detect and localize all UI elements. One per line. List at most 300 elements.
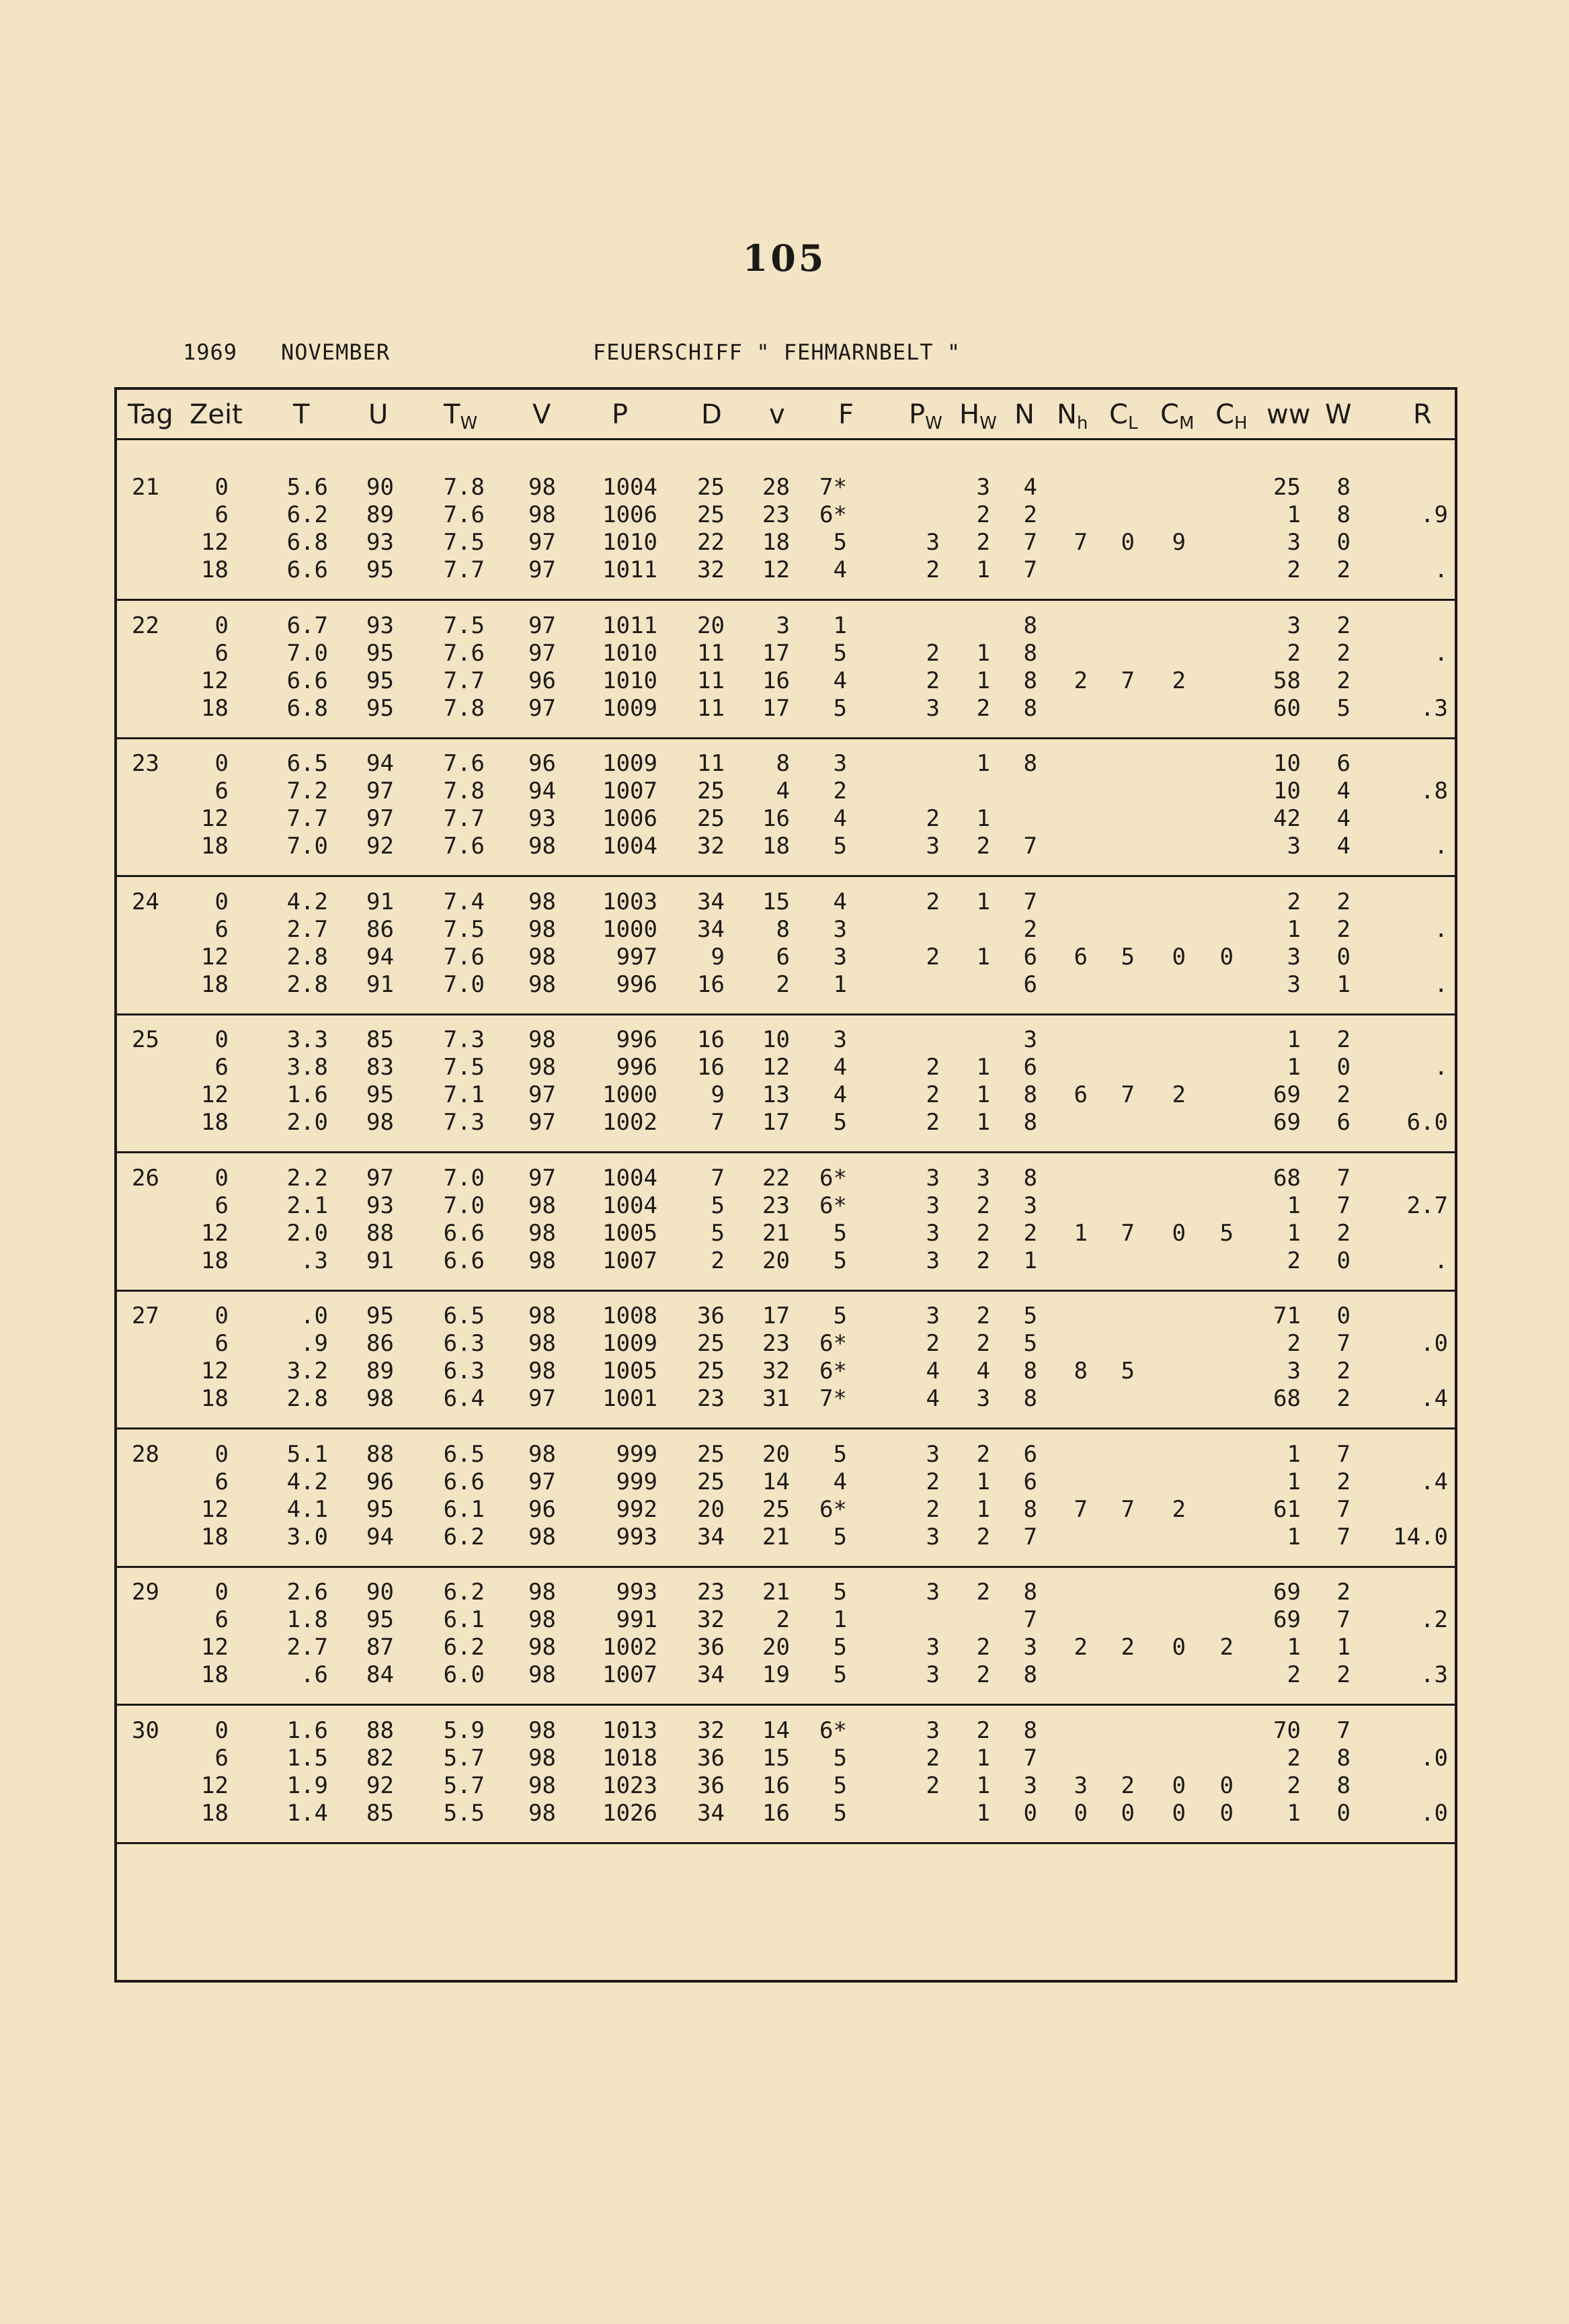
cell-u: 95: [366, 556, 394, 583]
cell-t: 1.6: [286, 1081, 328, 1108]
cell-zeit: 0: [214, 1579, 229, 1606]
cell-tw: 6.4: [443, 1385, 485, 1412]
cell-ww: 2: [1287, 1247, 1301, 1274]
cell-pw: 2: [926, 1744, 940, 1772]
cell-zeit: 0: [214, 1440, 229, 1468]
cell-v: 96: [528, 667, 556, 694]
cell-f: 6*: [819, 1164, 847, 1192]
cell-u: 95: [366, 1302, 394, 1329]
cell-ww: 3: [1287, 970, 1301, 998]
cell-p: 1007: [602, 778, 657, 804]
column-header-main: H: [959, 399, 980, 430]
cell-hw: 3: [976, 474, 990, 501]
cell-d: 5: [711, 1192, 725, 1219]
cell-w: 4: [1336, 805, 1351, 832]
cell-nh: 1: [1074, 1219, 1088, 1247]
cell-zeit: 6: [214, 1330, 229, 1357]
cell-f: 3: [833, 750, 847, 777]
cell-tw: 7.8: [443, 694, 485, 722]
cell-p: 1010: [602, 529, 657, 556]
cell-vv: 32: [762, 1358, 790, 1384]
cell-w: 8: [1336, 1772, 1351, 1799]
cell-vv: 2: [776, 1606, 790, 1633]
cell-v: 94: [528, 778, 556, 804]
cell-cl: 7: [1121, 1081, 1135, 1108]
day-label: 26: [132, 1164, 159, 1192]
cell-v: 98: [528, 1219, 556, 1247]
cell-v: 98: [528, 833, 556, 860]
cell-pw: 3: [926, 1192, 940, 1219]
cell-f: 5: [833, 694, 847, 722]
cell-n: 8: [1023, 1579, 1037, 1606]
cell-f: 6*: [819, 501, 847, 528]
cell-v: 98: [528, 1744, 556, 1772]
cell-hw: 2: [976, 501, 990, 528]
cell-f: 4: [833, 1468, 847, 1495]
cell-f: 4: [833, 1081, 847, 1108]
cell-d: 22: [697, 529, 725, 556]
cell-w: 0: [1336, 1054, 1351, 1081]
cell-n: 4: [1023, 474, 1037, 501]
cell-w: 8: [1336, 1744, 1351, 1772]
column-header-main: U: [368, 399, 389, 430]
cell-zeit: 18: [201, 1109, 229, 1136]
cell-zeit: 18: [201, 1247, 229, 1274]
cell-v: 98: [528, 1440, 556, 1468]
cell-t: 3.8: [286, 1054, 328, 1081]
cell-hw: 1: [976, 805, 990, 832]
cell-zeit: 12: [201, 1772, 229, 1799]
cell-hw: 2: [976, 1302, 990, 1329]
cell-pw: 2: [926, 888, 940, 915]
column-header-main: R: [1413, 399, 1432, 430]
cell-pw: 2: [926, 667, 940, 694]
cell-u: 94: [366, 750, 394, 777]
cell-v: 97: [528, 1468, 556, 1495]
column-header-main: T: [293, 399, 310, 430]
cell-w: 6: [1336, 750, 1351, 777]
cell-w: 2: [1336, 556, 1351, 583]
cell-w: 7: [1336, 1330, 1351, 1357]
cell-f: 5: [833, 1772, 847, 1799]
cell-pw: 3: [926, 694, 940, 722]
cell-v: 97: [528, 1081, 556, 1108]
day-label: 30: [132, 1716, 159, 1744]
cell-n: 8: [1023, 1081, 1037, 1108]
cell-d: 20: [697, 1495, 725, 1523]
cell-w: 2: [1336, 1468, 1351, 1495]
cell-pw: 2: [926, 1081, 940, 1108]
cell-w: 2: [1336, 1219, 1351, 1247]
cell-t: 6.2: [286, 501, 328, 528]
cell-t: 6.5: [286, 750, 328, 777]
cell-w: 2: [1336, 667, 1351, 694]
cell-ww: 69: [1273, 1579, 1301, 1606]
cell-d: 25: [697, 778, 725, 804]
cell-p: 1013: [602, 1716, 657, 1744]
cell-v: 98: [528, 1634, 556, 1661]
cell-d: 25: [697, 501, 725, 528]
cell-u: 97: [366, 778, 394, 804]
cell-tw: 7.7: [443, 556, 485, 583]
cell-p: 1001: [602, 1385, 657, 1412]
cell-hw: 2: [976, 1192, 990, 1219]
cell-pw: 3: [926, 1440, 940, 1468]
cell-f: 6*: [819, 1495, 847, 1523]
cell-pw: 2: [926, 1054, 940, 1081]
cell-pw: 4: [926, 1358, 940, 1384]
column-header-cm: [1160, 393, 1194, 436]
cell-t: 2.8: [286, 943, 328, 970]
column-header-main: F: [838, 399, 854, 430]
cell-pw: 4: [926, 1385, 940, 1412]
cell-r: .: [1434, 1054, 1448, 1081]
cell-v: 96: [528, 1495, 556, 1523]
column-header-t: [293, 393, 309, 436]
cell-p: 1011: [602, 612, 657, 639]
cell-n: 6: [1023, 943, 1037, 970]
cell-d: 11: [697, 667, 725, 694]
cell-f: 1: [833, 612, 847, 639]
column-header-v: [532, 393, 551, 436]
column-header-nh: [1057, 393, 1088, 436]
cell-w: 2: [1336, 612, 1351, 639]
cell-u: 89: [366, 501, 394, 528]
cell-zeit: 0: [214, 474, 229, 501]
cell-f: 5: [833, 1634, 847, 1661]
cell-r: .: [1434, 833, 1448, 860]
cell-d: 32: [697, 1716, 725, 1744]
cell-u: 86: [366, 1330, 394, 1357]
column-header-u: [368, 393, 388, 436]
cell-hw: 2: [976, 1219, 990, 1247]
cell-v: 98: [528, 1026, 556, 1053]
cell-f: 3: [833, 943, 847, 970]
cell-hw: 1: [976, 1054, 990, 1081]
cell-n: 7: [1023, 1606, 1037, 1633]
cell-zeit: 0: [214, 888, 229, 915]
cell-f: 6*: [819, 1358, 847, 1384]
cell-zeit: 12: [201, 1081, 229, 1108]
cell-pw: 2: [926, 805, 940, 832]
cell-tw: 7.3: [443, 1109, 485, 1136]
cell-hw: 2: [976, 529, 990, 556]
cell-ww: 1: [1287, 1468, 1301, 1495]
cell-ww: 1: [1287, 1192, 1301, 1219]
cell-t: 1.5: [286, 1744, 328, 1772]
cell-p: 999: [616, 1440, 657, 1468]
cell-w: 7: [1336, 1523, 1351, 1550]
cell-pw: 3: [926, 1579, 940, 1606]
cell-d: 25: [697, 474, 725, 501]
cell-v: 98: [528, 943, 556, 970]
cell-f: 5: [833, 639, 847, 667]
cell-zeit: 0: [214, 1302, 229, 1329]
column-header-main: N: [1014, 399, 1035, 430]
cell-tw: 7.1: [443, 1081, 485, 1108]
cell-d: 7: [711, 1164, 725, 1192]
cell-t: 2.6: [286, 1579, 328, 1606]
cell-f: 5: [833, 1579, 847, 1606]
cell-w: 7: [1336, 1164, 1351, 1192]
cell-zeit: 12: [201, 1634, 229, 1661]
cell-pw: 3: [926, 1247, 940, 1274]
cell-d: 36: [697, 1744, 725, 1772]
cell-f: 4: [833, 556, 847, 583]
page-number: 105: [742, 237, 827, 280]
cell-u: 86: [366, 915, 394, 943]
cell-n: 0: [1023, 1799, 1037, 1827]
cell-n: 7: [1023, 1523, 1037, 1550]
cell-p: 1002: [602, 1109, 657, 1136]
cell-n: 7: [1023, 888, 1037, 915]
cell-ww: 58: [1273, 667, 1301, 694]
cell-pw: 3: [926, 1219, 940, 1247]
cell-hw: 2: [976, 1661, 990, 1688]
cell-u: 90: [366, 474, 394, 501]
cell-p: 1000: [602, 915, 657, 943]
cell-ww: 1: [1287, 1219, 1301, 1247]
cell-r: .0: [1420, 1744, 1448, 1772]
cell-f: 4: [833, 1054, 847, 1081]
cell-u: 93: [366, 529, 394, 556]
cell-hw: 1: [976, 1468, 990, 1495]
cell-f: 3: [833, 915, 847, 943]
cell-tw: 7.3: [443, 1026, 485, 1053]
cell-v: 98: [528, 1330, 556, 1357]
cell-hw: 4: [976, 1358, 990, 1384]
cell-w: 7: [1336, 1192, 1351, 1219]
cell-r: .3: [1420, 1661, 1448, 1688]
cell-vv: 20: [762, 1634, 790, 1661]
column-header-sub: W: [460, 413, 478, 433]
cell-vv: 18: [762, 833, 790, 860]
cell-t: 2.0: [286, 1219, 328, 1247]
cell-zeit: 6: [214, 1192, 229, 1219]
day-label: 29: [132, 1579, 159, 1606]
cell-n: 3: [1023, 1634, 1037, 1661]
cell-f: 4: [833, 667, 847, 694]
column-header-main: Zeit: [190, 399, 243, 430]
cell-tw: 5.7: [443, 1772, 485, 1799]
cell-r: .4: [1420, 1385, 1448, 1412]
cell-d: 25: [697, 1358, 725, 1384]
column-header-sub: W: [925, 413, 942, 433]
cell-tw: 6.2: [443, 1634, 485, 1661]
cell-d: 32: [697, 833, 725, 860]
cell-n: 8: [1023, 1164, 1037, 1192]
cell-p: 1009: [602, 750, 657, 777]
cell-t: 1.8: [286, 1606, 328, 1633]
column-header-main: C: [1109, 399, 1128, 430]
cell-hw: 1: [976, 1744, 990, 1772]
cell-f: 5: [833, 1219, 847, 1247]
cell-f: 6*: [819, 1330, 847, 1357]
cell-w: 8: [1336, 474, 1351, 501]
column-header-sub: H: [1234, 413, 1248, 433]
cell-d: 7: [711, 1109, 725, 1136]
cell-w: 5: [1336, 694, 1351, 722]
cell-w: 2: [1336, 639, 1351, 667]
cell-pw: 2: [926, 1772, 940, 1799]
cell-r: .9: [1420, 501, 1448, 528]
cell-f: 5: [833, 1440, 847, 1468]
cell-tw: 7.7: [443, 805, 485, 832]
cell-tw: 7.0: [443, 1192, 485, 1219]
cell-tw: 5.9: [443, 1716, 485, 1744]
cell-w: 7: [1336, 1716, 1351, 1744]
cell-p: 1006: [602, 501, 657, 528]
cell-t: 7.7: [286, 805, 328, 832]
cell-zeit: 18: [201, 1385, 229, 1412]
cell-u: 91: [366, 1247, 394, 1274]
column-header-tag: [128, 393, 173, 436]
cell-v: 98: [528, 888, 556, 915]
cell-hw: 1: [976, 1772, 990, 1799]
cell-u: 93: [366, 1192, 394, 1219]
cell-zeit: 12: [201, 529, 229, 556]
cell-d: 34: [697, 888, 725, 915]
cell-ch: 0: [1219, 1799, 1234, 1827]
cell-vv: 2: [776, 970, 790, 998]
cell-p: 1007: [602, 1247, 657, 1274]
column-header-f: [838, 393, 854, 436]
cell-hw: 1: [976, 556, 990, 583]
cell-v: 98: [528, 1054, 556, 1081]
cell-n: 8: [1023, 612, 1037, 639]
cell-tw: 7.8: [443, 474, 485, 501]
cell-w: 0: [1336, 1247, 1351, 1274]
cell-cm: 0: [1172, 1772, 1186, 1799]
cell-u: 87: [366, 1634, 394, 1661]
cell-f: 6*: [819, 1716, 847, 1744]
cell-v: 98: [528, 1772, 556, 1799]
cell-ww: 1: [1287, 1026, 1301, 1053]
cell-u: 95: [366, 694, 394, 722]
cell-d: 36: [697, 1302, 725, 1329]
cell-vv: 14: [762, 1716, 790, 1744]
cell-tw: 7.6: [443, 943, 485, 970]
cell-d: 32: [697, 556, 725, 583]
cell-w: 0: [1336, 1799, 1351, 1827]
cell-w: 2: [1336, 1081, 1351, 1108]
cell-u: 90: [366, 1579, 394, 1606]
cell-t: 2.0: [286, 1109, 328, 1136]
cell-v: 97: [528, 529, 556, 556]
cell-t: 6.8: [286, 694, 328, 722]
cell-n: 6: [1023, 970, 1037, 998]
cell-p: 1011: [602, 556, 657, 583]
cell-vv: 17: [762, 639, 790, 667]
cell-f: 5: [833, 1661, 847, 1688]
cell-u: 91: [366, 970, 394, 998]
cell-nh: 2: [1074, 667, 1088, 694]
cell-p: 996: [616, 970, 657, 998]
cell-n: 8: [1023, 750, 1037, 777]
column-header-sub: W: [979, 413, 997, 433]
cell-cl: 7: [1121, 1495, 1135, 1523]
cell-zeit: 12: [201, 667, 229, 694]
cell-cl: 0: [1121, 1799, 1135, 1827]
cell-n: 6: [1023, 1440, 1037, 1468]
cell-tw: 7.6: [443, 750, 485, 777]
column-header-sub: h: [1076, 413, 1088, 433]
cell-v: 97: [528, 1164, 556, 1192]
column-header-main: T: [444, 399, 460, 430]
cell-ww: 68: [1273, 1164, 1301, 1192]
cell-n: 2: [1023, 1219, 1037, 1247]
cell-vv: 28: [762, 474, 790, 501]
cell-u: 95: [366, 667, 394, 694]
cell-zeit: 18: [201, 694, 229, 722]
column-header-main: P: [612, 399, 629, 430]
cell-ww: 42: [1273, 805, 1301, 832]
column-header-main: N: [1057, 399, 1077, 430]
day-separator: [117, 599, 1455, 601]
cell-f: 5: [833, 1799, 847, 1827]
cell-vv: 15: [762, 1744, 790, 1772]
cell-vv: 17: [762, 694, 790, 722]
cell-zeit: 6: [214, 1054, 229, 1081]
cell-nh: 7: [1074, 529, 1088, 556]
cell-hw: 2: [976, 1247, 990, 1274]
cell-ch: 5: [1219, 1219, 1234, 1247]
cell-u: 98: [366, 1109, 394, 1136]
cell-hw: 1: [976, 1799, 990, 1827]
cell-d: 25: [697, 1468, 725, 1495]
cell-p: 1002: [602, 1634, 657, 1661]
cell-ww: 1: [1287, 915, 1301, 943]
day-separator: [117, 1013, 1455, 1015]
cell-nh: 2: [1074, 1634, 1088, 1661]
cell-d: 11: [697, 639, 725, 667]
cell-d: 9: [711, 1081, 725, 1108]
cell-vv: 17: [762, 1109, 790, 1136]
column-header-d: [701, 393, 722, 436]
column-header-hw: [959, 393, 997, 436]
cell-hw: 2: [976, 1440, 990, 1468]
cell-tw: 7.5: [443, 915, 485, 943]
cell-ww: 61: [1273, 1495, 1301, 1523]
cell-ww: 69: [1273, 1606, 1301, 1633]
cell-vv: 8: [776, 750, 790, 777]
cell-hw: 1: [976, 750, 990, 777]
cell-w: 8: [1336, 501, 1351, 528]
cell-vv: 18: [762, 529, 790, 556]
cell-tw: 5.7: [443, 1744, 485, 1772]
cell-r: .: [1434, 556, 1448, 583]
cell-t: 1.9: [286, 1772, 328, 1799]
cell-d: 32: [697, 1606, 725, 1633]
cell-t: 1.6: [286, 1716, 328, 1744]
cell-v: 98: [528, 1358, 556, 1384]
cell-p: 1026: [602, 1799, 657, 1827]
cell-zeit: 6: [214, 1606, 229, 1633]
cell-n: 8: [1023, 1495, 1037, 1523]
cell-zeit: 12: [201, 1358, 229, 1384]
cell-w: 2: [1336, 1385, 1351, 1412]
cell-w: 2: [1336, 888, 1351, 915]
cell-hw: 2: [976, 833, 990, 860]
cell-vv: 12: [762, 556, 790, 583]
cell-p: 991: [616, 1606, 657, 1633]
cell-pw: 3: [926, 529, 940, 556]
cell-d: 34: [697, 1523, 725, 1550]
header-year: 1969: [183, 339, 238, 365]
day-label: 28: [132, 1440, 159, 1468]
cell-t: .0: [300, 1302, 328, 1329]
cell-d: 5: [711, 1219, 725, 1247]
